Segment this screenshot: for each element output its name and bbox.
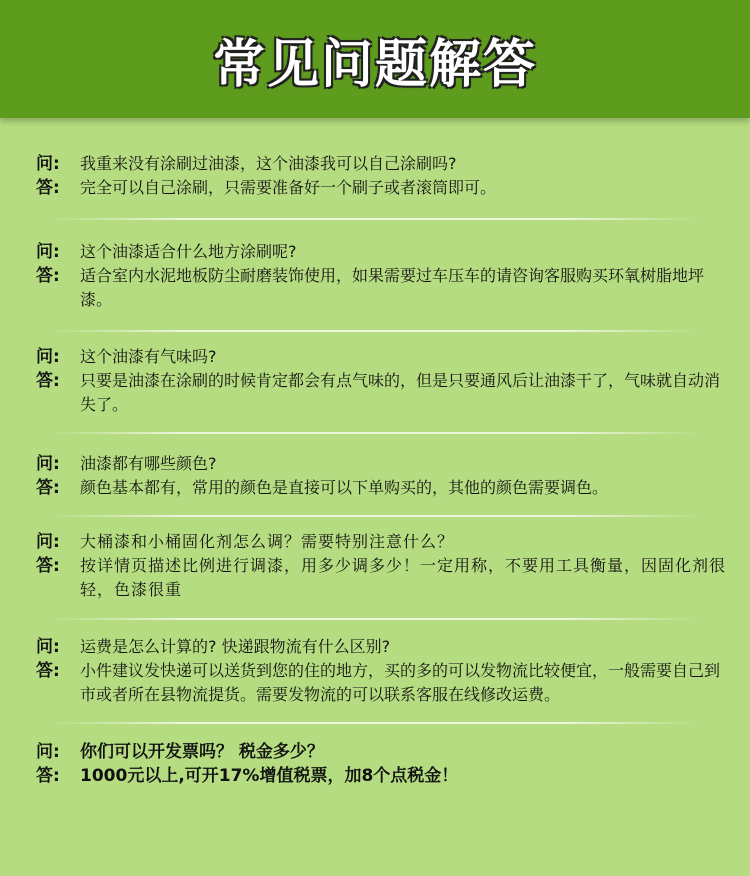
answer-text: 完全可以自己涂刷，只需要准备好一个刷子或者滚筒即可。 [80,178,497,197]
faq-item [36,530,726,602]
faq-item [36,635,726,707]
page-title: 常见问题解答 [212,34,537,95]
divider [48,515,702,517]
divider [48,618,702,620]
answer-text: 按详情页描述比例进行调漆，用多少调多少！一定用称，不要用工具衡量，因固化剂很轻，色漆很重 [80,556,727,599]
faq-item [36,740,726,788]
divider [48,432,702,434]
answer-label: 答: [36,371,60,391]
question-label: 问: [36,742,60,762]
answer-text: 颜色基本都有，常用的颜色是直接可以下单购买的，其他的颜色需要调色。 [80,478,609,497]
question-text: 油漆都有哪些颜色? [80,454,217,473]
question-text: 运费是怎么计算的? 快递跟物流有什么区别? [80,637,391,656]
question-label: 问: [36,637,60,657]
faq-item [36,152,726,200]
faq-item [36,240,726,312]
answer-label: 答: [36,478,60,498]
question-text: 你们可以开发票吗？ 税金多少？ [80,742,324,762]
question-text: 这个油漆适合什么地方涂刷呢? [80,242,297,261]
question-label: 问: [36,154,60,174]
answer-text: 只要是油漆在涂刷的时候肯定都会有点气味的，但是只要通风后让油漆干了，气味就自动消失了。 [80,371,721,414]
question-label: 问: [36,532,60,552]
answer-text: 小件建议发快递可以送货到您的住的地方，买的多的可以发物流比较便宜，一般需要自己到市或者所在县物流提货。需要发物流的可以联系客服在线修改运费。 [80,661,721,704]
divider [48,330,702,332]
question-text: 这个油漆有气味吗? [80,347,217,366]
answer-label: 答: [36,766,60,786]
divider [48,218,702,220]
answer-text: 1000元以上,可开17%增值税票，加8个点税金！ [80,766,459,786]
faq-item [36,452,726,500]
answer-label: 答: [36,266,60,286]
question-label: 问: [36,242,60,262]
answer-label: 答: [36,556,60,576]
divider [48,722,702,724]
header-banner [0,0,750,118]
faq-item [36,345,726,417]
answer-label: 答: [36,178,60,198]
question-text: 我重来没有涂刷过油漆，这个油漆我可以自己涂刷吗? [80,154,457,173]
answer-label: 答: [36,661,60,681]
answer-text: 适合室内水泥地板防尘耐磨装饰使用，如果需要过车压车的请咨询客服购买环氧树脂地坪漆。 [80,266,705,309]
question-label: 问: [36,347,60,367]
question-text: 大桶漆和小桶固化剂怎么调？需要特别注意什么？ [80,532,455,551]
question-label: 问: [36,454,60,474]
